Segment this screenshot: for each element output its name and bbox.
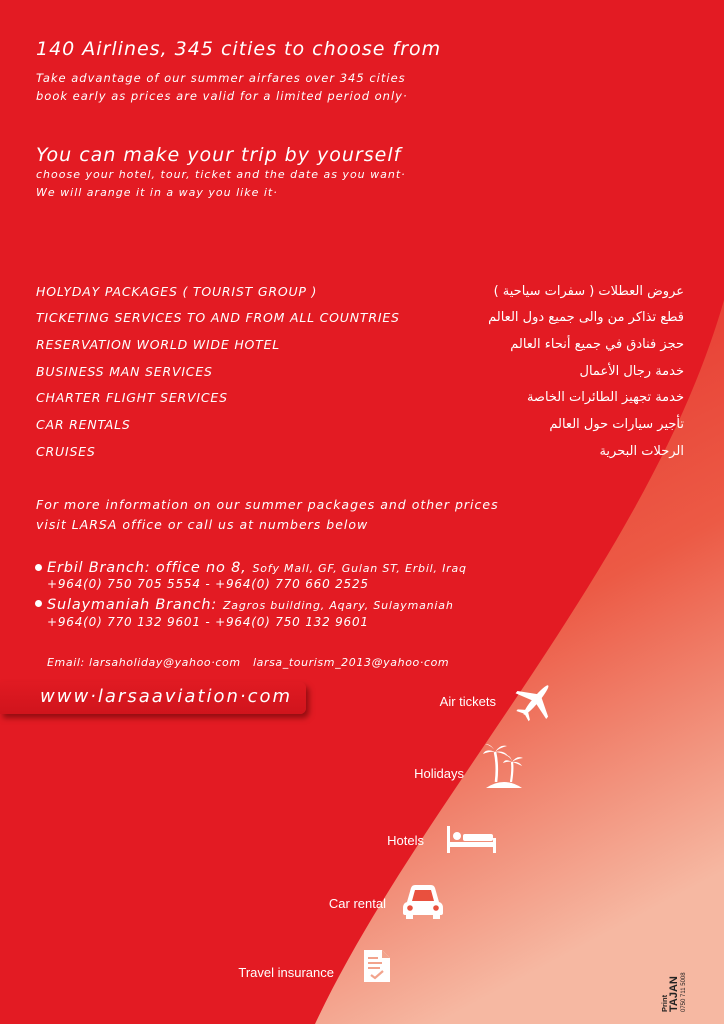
bullet-icon xyxy=(35,600,42,607)
car-icon xyxy=(402,880,444,920)
branch-name: Sulaymaniah Branch: xyxy=(47,597,218,613)
more-info-line-2: visit LARSA office or call us at numbers below xyxy=(36,517,369,532)
feature-label: Air tickets xyxy=(439,694,496,709)
service-en: CRUISES xyxy=(36,444,96,459)
service-row xyxy=(36,337,684,357)
service-row xyxy=(36,390,684,410)
more-info-line-1: For more information on our summer packages and other prices xyxy=(36,497,499,512)
service-ar: تأجير سيارات حول العالم xyxy=(549,417,684,432)
branch-address: Zagros building, Aqary, Sulaymaniah xyxy=(222,599,454,612)
printer-logo xyxy=(660,938,686,1014)
svg-text:Print: Print xyxy=(660,994,669,1012)
document-icon xyxy=(362,948,392,984)
service-en: RESERVATION WORLD WIDE HOTEL xyxy=(36,337,281,352)
sulaymaniah-branch xyxy=(47,594,454,613)
feature-label: Hotels xyxy=(387,833,424,848)
email-label: Email: xyxy=(47,656,85,669)
service-en: HOLYDAY PACKAGES ( TOURIST GROUP ) xyxy=(36,284,318,299)
service-ar: خدمة تجهيز الطائرات الخاصة xyxy=(526,390,684,405)
feature-label: Car rental xyxy=(328,896,386,911)
service-en: BUSINESS MAN SERVICES xyxy=(36,364,213,379)
feature-label: Travel insurance xyxy=(238,965,334,980)
email-link[interactable]: larsaholiday@yahoo·com xyxy=(88,656,241,669)
service-en: TICKETING SERVICES TO AND FROM ALL COUNTRIES xyxy=(36,310,400,325)
service-row xyxy=(36,444,684,464)
service-ar: عروض العطلات ( سفرات سياحية ) xyxy=(493,284,684,299)
email-row xyxy=(47,656,449,669)
erbil-phones: +964(0) 750 705 5554 - +964(0) 770 660 2525 xyxy=(47,577,369,591)
service-ar: قطع تذاكر من والى جميع دول العالم xyxy=(488,310,684,325)
service-row xyxy=(36,310,684,330)
feature-label: Holidays xyxy=(414,766,464,781)
branch-name: Erbil Branch: office no 8, xyxy=(47,560,247,576)
service-en: CAR RENTALS xyxy=(36,417,131,432)
service-en: CHARTER FLIGHT SERVICES xyxy=(36,390,228,405)
svg-text:TAJAN: TAJAN xyxy=(668,976,680,1012)
erbil-branch xyxy=(47,557,467,576)
service-ar: حجز فنادق في جميع أنحاء العالم xyxy=(510,337,684,352)
service-row xyxy=(36,417,684,437)
trip-title: You can make your trip by yourself xyxy=(36,144,402,166)
service-row xyxy=(36,284,684,304)
service-ar: خدمة رجال الأعمال xyxy=(579,364,684,379)
headline: 140 Airlines, 345 cities to choose from xyxy=(36,38,442,60)
intro-line-2: book early as prices are valid for a limited period only· xyxy=(36,89,408,103)
intro-line-1: Take advantage of our summer airfares over 345 cities xyxy=(36,71,406,85)
airplane-icon xyxy=(514,678,558,722)
trip-line-2: We will arange it in a way you like it· xyxy=(36,186,278,199)
email-link[interactable]: larsa_tourism_2013@yahoo·com xyxy=(252,656,450,669)
svg-text:0750 711 5008: 0750 711 5008 xyxy=(681,972,687,1012)
service-ar: الرحلات البحرية xyxy=(599,444,684,459)
palm-island-icon xyxy=(482,742,526,790)
bullet-icon xyxy=(35,564,42,571)
bed-icon xyxy=(446,824,498,854)
branch-address: Sofy Mall, GF, Gulan ST, Erbil, Iraq xyxy=(252,562,467,575)
sulaymaniah-phones: +964(0) 770 132 9601 - +964(0) 750 132 9601 xyxy=(47,615,369,629)
website-bar xyxy=(0,682,306,714)
trip-line-1: choose your hotel, tour, ticket and the date as you want· xyxy=(36,168,406,181)
service-row xyxy=(36,364,684,384)
website-link[interactable]: www·larsaaviation·com xyxy=(40,686,293,707)
